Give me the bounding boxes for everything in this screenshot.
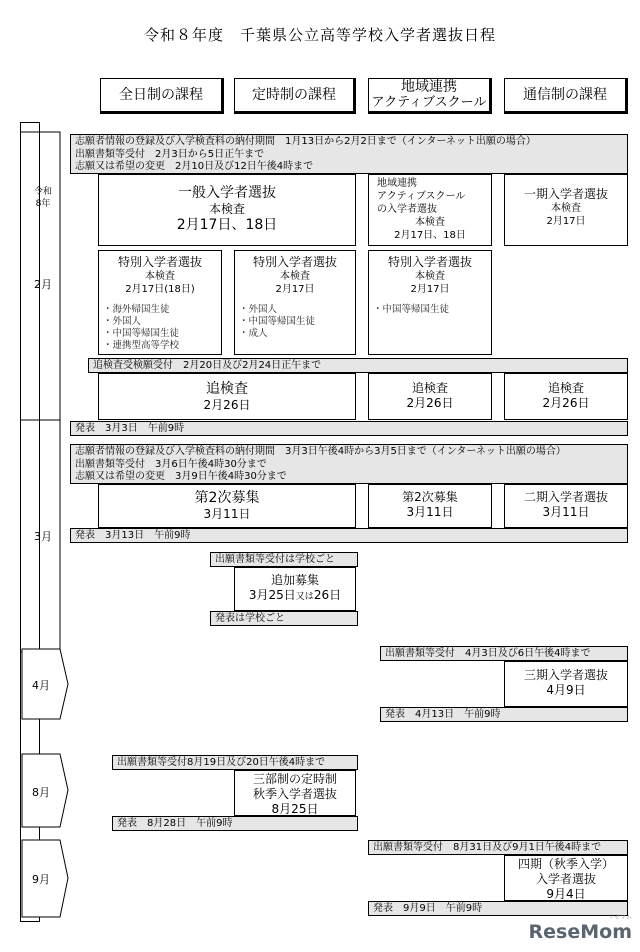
special-tei-item: ・中国等帰国生徒 [239, 316, 316, 327]
resemom-logo [520, 912, 632, 946]
mar-application-periods [70, 444, 628, 484]
special-zen-title: 特別入学者選抜 [117, 255, 202, 269]
sanki-selection-date: 4月9日 [546, 683, 586, 697]
feb-app-line3: 志願又は希望の変更 2月10日及び12日午後4時まで [75, 161, 314, 172]
header-chiiki-line2: アクティブスクール [371, 95, 487, 110]
apr-announcement: 発表 4月13日 午前9時 [380, 707, 628, 722]
sep-announcement: 発表 9月9日 午前9時 [368, 901, 628, 916]
special-zen-item: ・外国人 [103, 316, 142, 327]
makeup-tsu-title: 追検査 [547, 381, 584, 395]
extra-recruit-date-b: 26日 [313, 588, 342, 602]
makeup-chiiki-title: 追検査 [411, 381, 448, 395]
special-tei-sub: 本検査 [280, 271, 310, 282]
special-zen-item: ・連携型高等学校 [103, 340, 180, 351]
extra-recruit-date [235, 588, 355, 605]
makeup-main-title: 追検査 [206, 381, 248, 397]
spine-month-mar: 3月 [34, 530, 52, 543]
feb-application-periods [70, 134, 628, 174]
aug-reception: 出願書類等受付8月19日及び20日午後4時まで [112, 755, 358, 770]
chiiki-selection-title2: アクティブスクール [377, 191, 466, 202]
feb-app-line1: 志願者情報の登録及び入学検査料の納付期間 1月13日から2月2日まで（インターネット出願の場合） [75, 136, 536, 147]
mar-app-line2: 出願書類等受付 3月6日午後4時30分まで [75, 458, 267, 470]
general-selection-box [98, 174, 356, 246]
mar-app-line1: 志願者情報の登録及び入学検査料の納付期間 3月3日午後4時から3月5日まで（インターネット出願の場合） [75, 446, 566, 457]
autumn-teiji-box [234, 770, 356, 816]
sanki-selection-title: 三期入学者選抜 [523, 668, 608, 682]
extra-announcement: 発表は学校ごと [210, 611, 358, 626]
feb-app-line2: 出願書類等受付 2月3日から5日正午まで [75, 148, 265, 160]
extra-recruit-date-or: 又は [295, 592, 314, 602]
niki-selection-date: 3月11日 [542, 505, 590, 519]
feb-announcement: 発表 3月3日 午前9時 [70, 421, 628, 436]
extra-recruit-title: 追加募集 [270, 573, 319, 587]
special-chiiki-date: 2月17日 [410, 284, 450, 295]
general-selection-title: 一般入学者選抜 [178, 185, 276, 201]
extra-reception: 出願書類等受付は学校ごと [210, 552, 358, 567]
autumn-teiji-title2: 秋季入学者選抜 [252, 787, 337, 801]
autumn-teiji-title1: 三部制の定時制 [252, 772, 337, 786]
spine-month-apr: 4月 [32, 679, 50, 692]
timeline-month-arrows [20, 122, 70, 922]
makeup-main-date: 2月26日 [203, 398, 251, 412]
spine-era-label: 令和 [33, 187, 52, 197]
apr-reception: 出願書類等受付 4月3日及び6日午後4時まで [380, 646, 628, 661]
makeup-chiiki-box [368, 373, 492, 420]
ikki-selection-sub: 本検査 [551, 203, 581, 214]
makeup-reception: 追検査受検願受付 2月20日及び2月24日正午まで [88, 358, 628, 373]
aug-announcement: 発表 8月28日 午前9時 [112, 816, 358, 831]
yonki-selection-date: 9月4日 [546, 887, 586, 901]
special-tei-item: ・成人 [239, 328, 268, 339]
sep-reception: 出願書類等受付 8月31日及び9月1日午後4時まで [368, 840, 628, 855]
header-teijisei: 定時制の課程 [234, 78, 356, 114]
autumn-teiji-date: 8月25日 [271, 802, 319, 816]
extra-recruit-box [234, 567, 356, 611]
general-selection-date: 2月17日、18日 [176, 217, 278, 233]
special-tei-box [234, 250, 356, 355]
general-selection-sub: 本検査 [208, 202, 245, 216]
header-tsushinsei: 通信制の課程 [504, 78, 628, 114]
header-chiiki-renkei [368, 78, 492, 114]
ikki-selection-box [504, 174, 628, 246]
chiiki-selection-title1: 地域連携 [377, 178, 417, 189]
special-zen-sub: 本検査 [145, 271, 175, 282]
special-zen-item: ・海外帰国生徒 [103, 304, 170, 315]
special-chiiki-sub: 本検査 [415, 271, 445, 282]
chiiki-selection-title3: の入学者選抜 [377, 204, 437, 215]
makeup-tsu-box [504, 373, 628, 420]
spine-month-feb: 2月 [34, 278, 52, 291]
chiiki-selection-date: 2月17日、18日 [394, 230, 466, 241]
makeup-chiiki-date: 2月26日 [406, 396, 454, 410]
ikki-selection-title: 一期入学者選抜 [523, 187, 608, 201]
second-recruit-chiiki-title: 第2次募集 [402, 490, 458, 504]
special-chiiki-item: ・中国等帰国生徒 [373, 304, 450, 315]
makeup-tsu-date: 2月26日 [542, 396, 590, 410]
second-recruit-box [98, 484, 356, 528]
spine-month-aug: 8月 [32, 786, 50, 799]
second-recruit-chiiki-date: 3月11日 [406, 505, 454, 519]
spine-month-sep: 9月 [32, 873, 50, 886]
special-tei-item: ・外国人 [239, 304, 278, 315]
yonki-selection-title1: 四期（秋季入学） [517, 857, 614, 871]
spine-year-label: 8年 [35, 199, 51, 209]
extra-recruit-date-a: 3月25日 [248, 588, 296, 602]
mar-app-line3: 志願又は希望の変更 3月9日午後4時30分まで [75, 471, 287, 482]
sanki-selection-box [504, 661, 628, 707]
special-chiiki-title: 特別入学者選抜 [387, 255, 472, 269]
second-recruit-date: 3月11日 [203, 507, 251, 521]
special-zen-date: 2月17日(18日) [125, 284, 195, 295]
ikki-selection-date: 2月17日 [546, 216, 586, 227]
header-zennichisei: 全日制の課程 [100, 78, 224, 114]
chiiki-selection-sub: 本検査 [415, 217, 445, 228]
special-zen-box [98, 250, 222, 355]
chiiki-selection-box [368, 174, 492, 246]
special-zen-item: ・中国等帰国生徒 [103, 328, 180, 339]
second-recruit-title: 第2次募集 [194, 490, 260, 506]
spine-era [22, 186, 64, 210]
second-recruit-chiiki-box [368, 484, 492, 528]
makeup-main-box [98, 373, 356, 420]
niki-selection-title: 二期入学者選抜 [523, 490, 608, 504]
yonki-selection-title2: 入学者選抜 [535, 872, 596, 886]
mar-announcement: 発表 3月13日 午前9時 [70, 528, 628, 543]
resemom-logo-sub: リセマム [608, 914, 632, 921]
resemom-logo-text: ReseMom [528, 921, 632, 943]
yonki-selection-box [504, 855, 628, 901]
header-chiiki-line1: 地域連携 [401, 79, 457, 95]
page-title: 令和８年度 千葉県公立高等学校入学者選抜日程 [143, 26, 496, 44]
niki-selection-box [504, 484, 628, 528]
special-chiiki-box [368, 250, 492, 355]
special-tei-title: 特別入学者選抜 [252, 255, 337, 269]
special-tei-date: 2月17日 [275, 284, 315, 295]
